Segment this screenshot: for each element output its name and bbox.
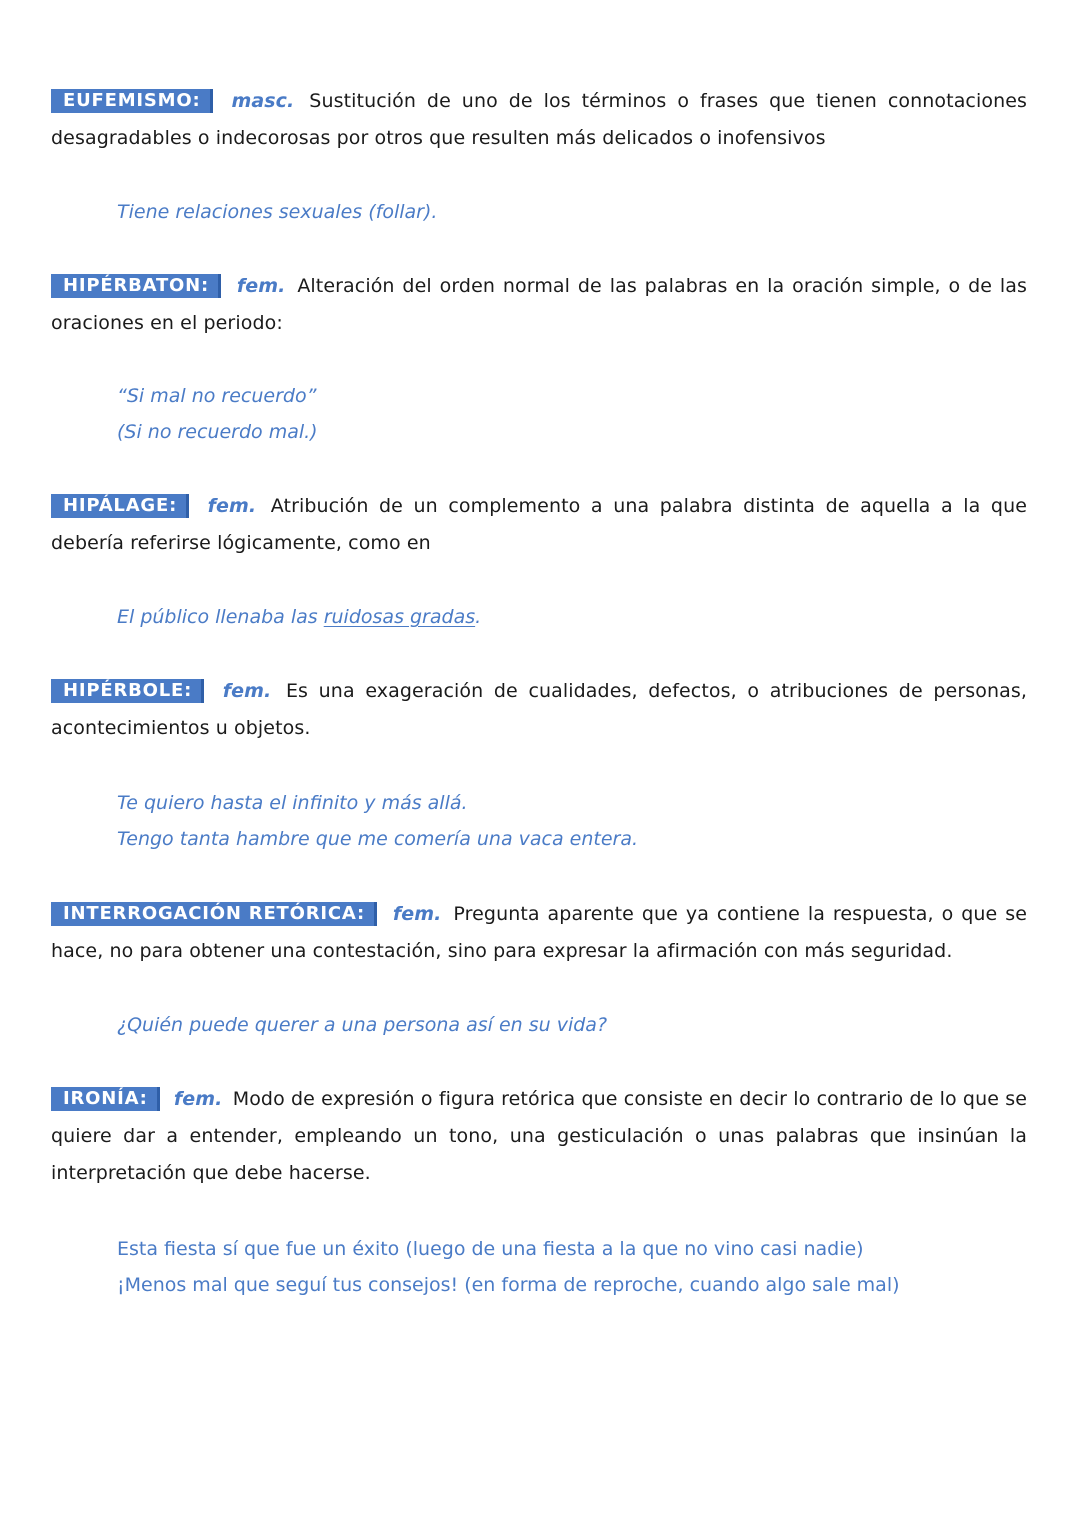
term-badge: EUFEMISMO:	[51, 89, 213, 113]
definition-paragraph	[51, 268, 1027, 342]
example-line: Te quiero hasta el infinito y más allá.	[117, 792, 468, 814]
term-badge: HIPÉRBATON:	[51, 274, 221, 298]
entry-ironia	[51, 1081, 1027, 1192]
definition-text: Es una exageración de cualidades, defectos, o atribuciones de personas, acontecimientos u objetos.	[51, 680, 1027, 739]
example-line	[117, 599, 1027, 635]
definition-text: Sustitución de uno de los términos o frases que tienen connotaciones desagradables o indecorosas por otros que resulten más delicados o inofensivos	[51, 90, 1028, 149]
example-line: Esta fiesta sí que fue un éxito (luego de una fiesta a la que no vino casi nadie)	[117, 1238, 864, 1260]
example-list	[51, 1231, 1027, 1303]
definition-paragraph	[51, 83, 1027, 157]
term-badge: INTERROGACIÓN RETÓRICA:	[51, 902, 377, 926]
definition-text: Alteración del orden normal de las palabras en la oración simple, o de las oraciones en el periodo:	[51, 275, 1027, 334]
example-line: (Si no recuerdo mal.)	[117, 421, 318, 443]
example-line: Tengo tanta hambre que me comería una vaca entera.	[117, 828, 639, 850]
example-line: “Si mal no recuerdo”	[117, 385, 317, 407]
entry-hipalage	[51, 488, 1027, 562]
gender-label: fem.	[392, 903, 442, 925]
example-list	[51, 378, 1027, 450]
definition-text: Pregunta aparente que ya contiene la respuesta, o que se hace, no para obtener una contestación, sino para expresar la afirmación con más seguridad.	[51, 903, 1028, 962]
definition-paragraph	[51, 673, 1027, 747]
definition-paragraph	[51, 896, 1027, 970]
definition-paragraph	[51, 1081, 1027, 1192]
example-text: El público llenaba las	[117, 606, 324, 628]
example-list	[51, 1007, 1027, 1043]
gender-label: fem.	[173, 1088, 223, 1110]
examples-eufemismo	[51, 194, 1027, 230]
example-underlined-text: ruidosas gradas	[323, 606, 476, 628]
entry-hiperbaton	[51, 268, 1027, 342]
definition-text: Atribución de un complemento a una palabra distinta de aquella a la que debería referirse lógicamente, como en	[51, 495, 1027, 554]
term-badge: HIPÉRBOLE:	[51, 679, 204, 703]
example-line: ¿Quién puede querer a una persona así en su vida?	[117, 1014, 608, 1036]
examples-ironia	[51, 1231, 1027, 1303]
examples-hipalage	[51, 599, 1027, 635]
examples-hiperbaton	[51, 378, 1027, 450]
example-list	[51, 599, 1027, 635]
examples-hiperbole	[51, 785, 1027, 857]
term-badge: HIPÁLAGE:	[51, 494, 189, 518]
definition-paragraph	[51, 488, 1027, 562]
term-badge: IRONÍA:	[51, 1087, 160, 1111]
entry-interrogacion-retorica	[51, 896, 1027, 970]
example-line: ¡Menos mal que seguí tus consejos! (en forma de reproche, cuando algo sale mal)	[117, 1274, 900, 1296]
example-list	[51, 194, 1027, 230]
entry-hiperbole	[51, 673, 1027, 747]
gender-label: fem.	[222, 680, 272, 702]
example-list	[51, 785, 1027, 857]
examples-interrogacion-retorica	[51, 1007, 1027, 1043]
entry-eufemismo	[51, 83, 1027, 157]
definition-text: Modo de expresión o figura retórica que consiste en decir lo contrario de lo que se quiere dar a entender, empleando un tono, una gesticulación o unas palabras que insinúan la interpretación que debe hacerse.	[51, 1088, 1028, 1184]
example-text: .	[475, 606, 482, 628]
gender-label: fem.	[236, 275, 286, 297]
gender-label: masc.	[231, 90, 295, 112]
gender-label: fem.	[207, 495, 257, 517]
example-line: Tiene relaciones sexuales (follar).	[117, 201, 438, 223]
